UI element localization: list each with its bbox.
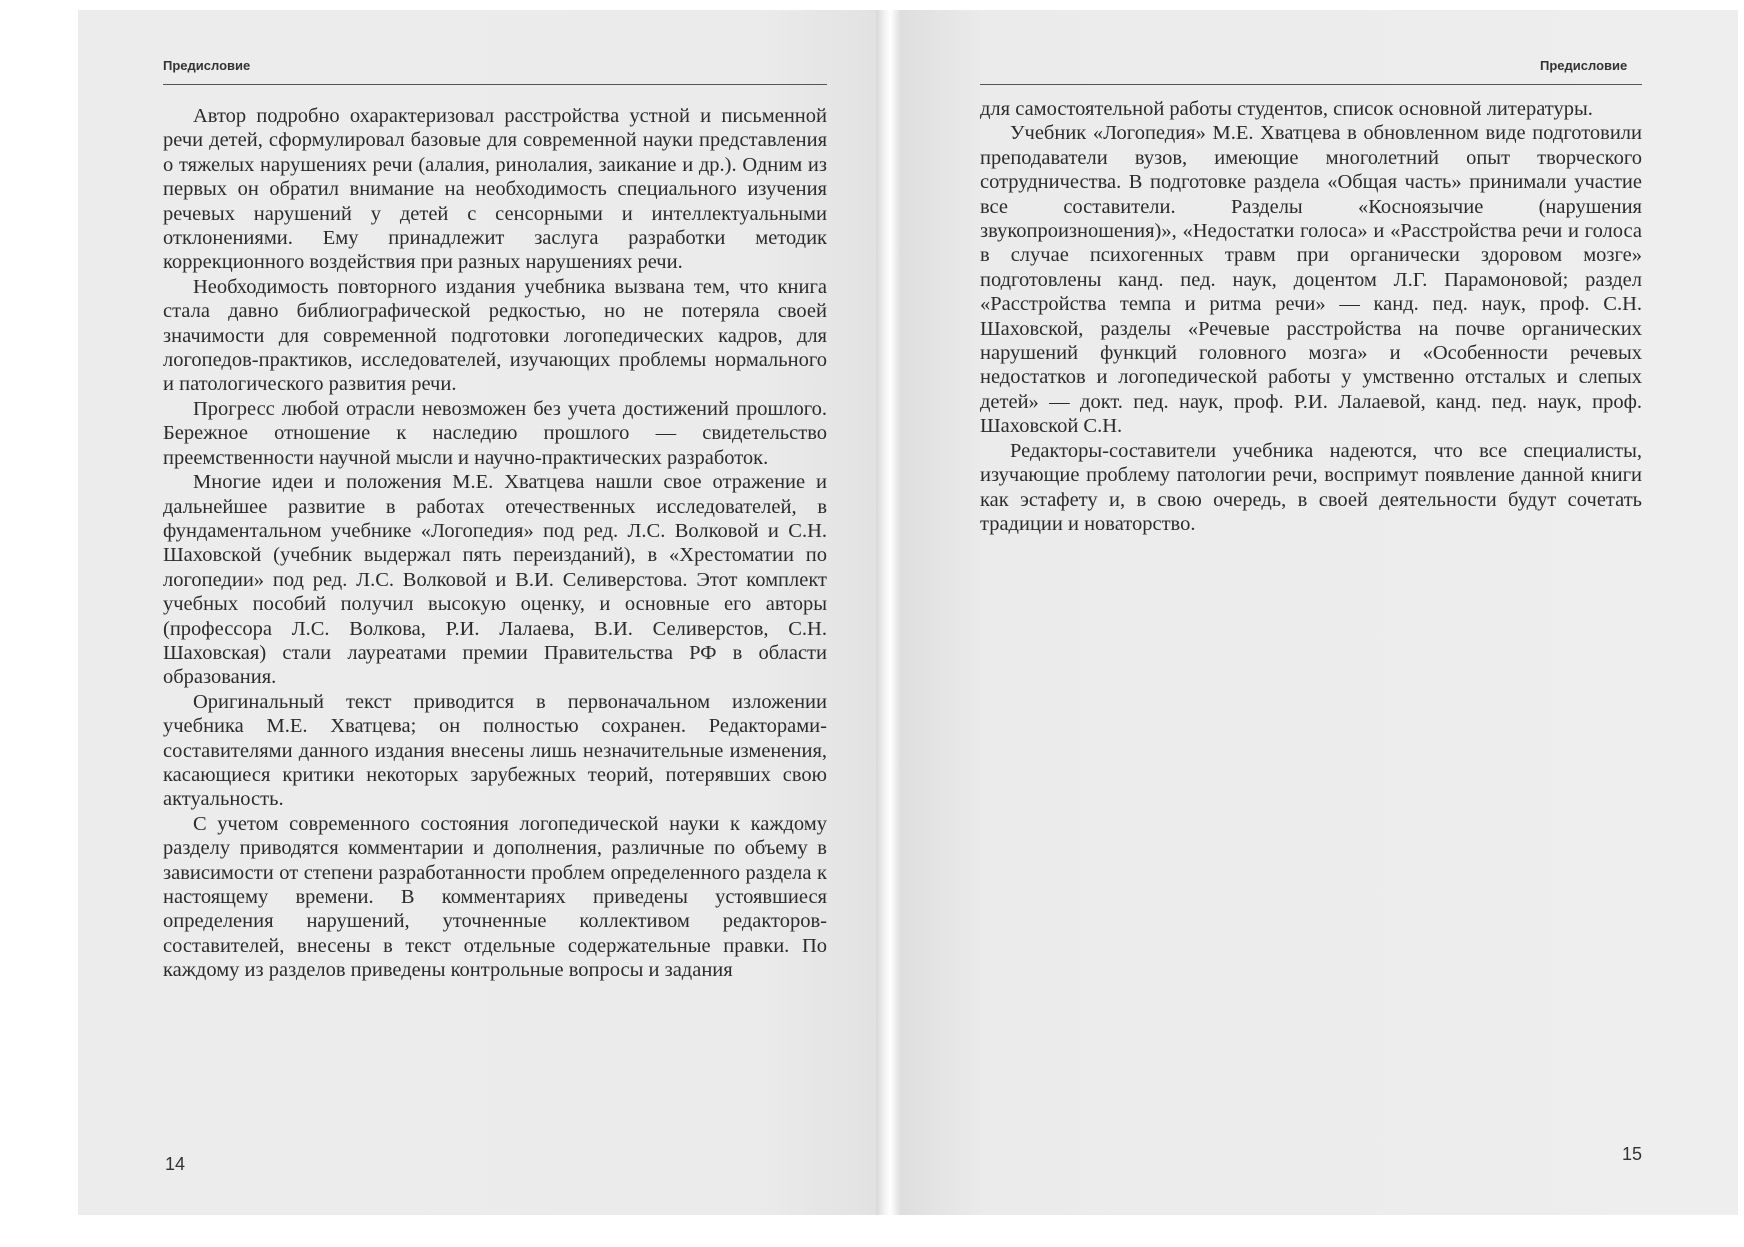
right-body-text — [980, 97, 1642, 536]
left-paragraph-6: С учетом современного состояния логопедической науки к каждому разделу приводятся комментарии и дополнения, различные по объему в зависимости от степени разработанности проблем определенного раздела к настоящему времени. В комментариях приведены устоявшиеся определения нарушений, уточненные коллективом редакторов-составителей, внесены в текст отдельные содержательные правки. По каждому из разделов приведены контрольные вопросы и задания — [163, 812, 827, 982]
left-header-rule — [163, 84, 827, 85]
left-paragraph-2: Необходимость повторного издания учебника вызвана тем, что книга стала давно библиографической редкостью, но не потеряла своей значимости для современной подготовки логопедических кадров, для логопедов-практиков, исследователей, изучающих проблемы нормального и патологического развития речи. — [163, 275, 827, 396]
right-running-header: Предисловие — [1540, 58, 1628, 73]
left-paragraph-5: Оригинальный текст приводится в первоначальном изложении учебника М.Е. Хватцева; он полностью сохранен. Редакторами-составителями данного издания внесены лишь незначительные изменения, касающиеся критики некоторых зарубежных теорий, потерявших свою актуальность. — [163, 690, 827, 811]
left-body-text — [163, 104, 827, 983]
left-paragraph-4: Многие идеи и положения М.Е. Хватцева нашли свое отражение и дальнейшее развитие в работах отечественных исследователей, в фундаментальном учебнике «Логопедия» под ред. Л.С. Волковой и С.Н. Шаховской (учебник выдержал пять переизданий), в «Хрестоматии по логопедии» под ред. Л.С. Волковой и В.И. Селиверстова. Этот комплект учебных пособий получил высокую оценку, и основные его авторы (профессора Л.С. Волкова, Р.И. Лалаева, В.И. Селиверстов, С.Н. Шаховская) стали лауреатами премии Правительства РФ в области образования. — [163, 471, 827, 689]
right-paragraph-2: Учебник «Логопедия» М.Е. Хватцева в обновленном виде подготовили преподаватели вузов, имеющие многолетний опыт творческого сотрудничества. В подготовке раздела «Общая часть» принимали участие все составители. Разделы «Косноязычие (нарушения звукопроизношения)», «Недостатки голоса» и «Расстройства речи и голоса в случае психогенных травм при органически здоровом мозге» подготовлены канд. пед. наук, доцентом Л.Г. Парамоновой; раздел «Расстройства темпа и ритма речи» — канд. пед. наук, проф. С.Н. Шаховской, разделы «Речевые расстройства на почве органических нарушений функций головного мозга» и «Особенности речевых недостатков и логопедической работы у умственно отсталых и слепых детей» — докт. пед. наук, проф. Р.И. Лалаевой, канд. пед. наук, проф. Шаховской С.Н. — [980, 122, 1642, 438]
right-paragraph-1: для самостоятельной работы студентов, список основной литературы. — [980, 98, 1593, 120]
left-running-header: Предисловие — [163, 58, 251, 73]
left-paragraph-3: Прогресс любой отрасли невозможен без учета достижений прошлого. Бережное отношение к наследию прошлого — свидетельство преемственности научной мысли и научно-практических разработок. — [163, 397, 827, 469]
left-page-number: 14 — [165, 1154, 186, 1174]
book-spine — [876, 10, 900, 1215]
right-page-number: 15 — [1622, 1144, 1643, 1164]
right-paragraph-3: Редакторы-составители учебника надеются, что все специалисты, изучающие проблему патологии речи, воспримут появление данной книги как эстафету и, в свою очередь, в своей деятельности будут сочетать традиции и новаторство. — [980, 439, 1642, 535]
right-header-rule — [980, 84, 1642, 85]
left-paragraph-1: Автор подробно охарактеризовал расстройства устной и письменной речи детей, сформулировал базовые для современной науки представления о тяжелых нарушениях речи (алалия, ринолалия, заикание и др.). Одним из первых он обратил внимание на необходимость специального изучения речевых нарушений у детей с сенсорными и интеллектуальными отклонениями. Ему принадлежит заслуга разработки методик коррекционного воздействия при разных нарушениях речи. — [163, 105, 827, 274]
